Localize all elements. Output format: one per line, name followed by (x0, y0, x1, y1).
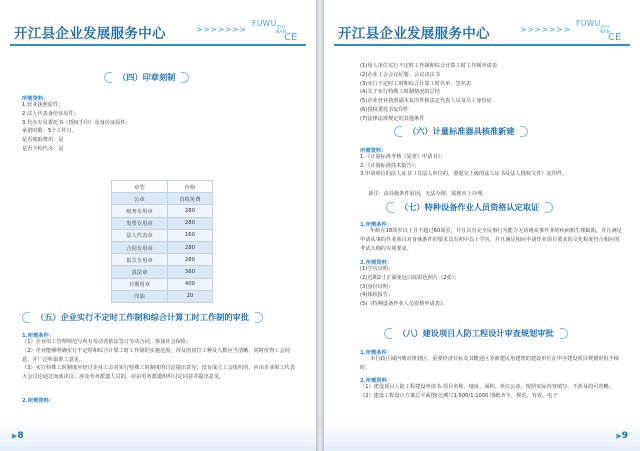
list-item: （1）企业用工管理规范与所有劳动者依法签订劳动合同，参加社会保险； (22, 339, 192, 345)
civil-defense-conditions: 本行政区域内城市规划区、重要经济目标及其毗连区等新建民用建筑的建设单位在申办建设项目规划审批手续时。 (360, 356, 620, 371)
section-title-work-hours: （五）企业实行不定时工作制和综合计算工时工作制的审批 (22, 312, 263, 323)
list-item: 是否收取费用：是 (22, 137, 64, 144)
table-row: 日期用章 400 (112, 278, 213, 290)
work-hours-conditions (22, 338, 300, 382)
table-row: 真法章 360 (112, 266, 213, 278)
materials-label: 所需资料： (360, 148, 387, 154)
seal-materials-list (22, 101, 131, 154)
list-item: (1)学历证明； (360, 266, 394, 272)
bracket-right-icon (545, 202, 553, 213)
bracket-right-icon (181, 72, 189, 83)
materials-label: 2.所需资料： (360, 378, 393, 384)
list-item: (3)身份证明； (360, 283, 394, 290)
header-title: 开江县企业发展服务中心 (338, 26, 490, 42)
section-title-civil-defense: （八）建设项目人防工程设计审查规划审批 (384, 328, 568, 339)
metrology-materials-list (360, 153, 445, 171)
right-page (324, 0, 640, 451)
list-item: (2)近期2寸正面免冠白底彩色照片（2张）； (360, 274, 460, 281)
bracket-left-icon (384, 328, 392, 339)
page-header (324, 0, 640, 46)
list-item: （1）建设项目人防工程建设申请书·项目名称、地址、面积、单位公章，按照实际内容填写，不涉及的可省略。 (360, 384, 614, 390)
list-item: 1.营业执照原件； (22, 102, 64, 108)
header-divider (10, 44, 306, 46)
table-row: 法人代表章 160 (112, 229, 213, 241)
seal-fee-table (111, 180, 213, 303)
materials-label: 所需资料： (22, 96, 49, 102)
list-item: （2）建设工程设计方案总平面图(比例尺1:500/1:1000 图纸齐全、规范、有效，电子 (360, 392, 558, 399)
table-row: 财务专用章 280 (112, 205, 213, 217)
header-logo: $FUWU_{ZHI}$ (252, 19, 287, 31)
header-logo-ce: CE (608, 32, 622, 43)
footer-band (324, 421, 640, 451)
header-arrows: >>>>>>> (196, 25, 247, 34)
civil-defense-materials (360, 383, 622, 401)
page-header (0, 0, 316, 46)
header-title: 开江县企业发展服务中心 (14, 26, 166, 42)
list-item: 1.《计量标准考核（复查）申请书》； (360, 154, 446, 160)
section-title-special-equipment: （七）特种设备作业人员资格认定取证 (386, 202, 553, 213)
section-title-seal: （四）印章刻制 (104, 72, 189, 83)
bracket-left-icon (104, 72, 112, 83)
table-row: 印油 20 (112, 290, 213, 302)
table-row: 发票专用章 280 (112, 217, 213, 229)
table-header-row (112, 181, 213, 193)
conditions-label: 1.所需条件： (360, 350, 393, 356)
special-equipment-conditions: 年龄在18周岁以上且不超过60周岁，并且具有完全民事行为能力无妨碍从事作业的疾病和生理缺陷，并且满足申请从事的作业项目对身体条件的要求具有初中以上学历，并且满足相应申请作业项目要求的文化程度符合相应的考试大纲的专项要求。 (360, 228, 622, 252)
column-header: 章型 (112, 181, 168, 193)
bracket-left-icon (386, 202, 394, 213)
list-item: 是否全程代办：是 (22, 145, 64, 152)
page-number: ▶8 (12, 431, 24, 441)
header-arrows: >>>>>>> (520, 25, 571, 34)
materials-label: 2.所需资料： (360, 260, 393, 266)
table-row: 合同专用章 280 (112, 241, 213, 253)
list-item: (5)企业营业执照副本复印件和法定代表人员及员工身份证 (360, 98, 492, 105)
metrology-note: 备注：由县级条件原因，无法办理，需到市上办理。 (368, 191, 488, 197)
list-item: (4)体检报告； (360, 292, 394, 299)
list-item: (4)关于实行特殊工时制情况的总结 (360, 89, 440, 96)
list-item: （3）实行特殊工时制度应经过企业工会对实行特殊工时制度的讨论提出意见；没有成立工会组织的，应由企业职工代表大会讨论通过而成决议；涉及劳务派遣人员的，应由劳务派遣组织讨论同意并提出意见。 (22, 365, 296, 381)
header-logo-ce: CE (284, 32, 298, 43)
header-logo-nan: NAN (276, 30, 286, 35)
book-gutter (316, 0, 324, 451)
bracket-left-icon (394, 126, 402, 137)
table-row: 报关专用章 280 (112, 254, 213, 266)
bracket-left-icon (22, 312, 30, 323)
column-header: 价格 (167, 181, 212, 193)
table-row: 公章 首枚免费 (112, 193, 213, 205)
list-item: (7)法律法规规定的其他条件 (360, 115, 425, 122)
list-item: 3.代办专员委托书（授权手印）及身份证原件； (22, 119, 131, 126)
list-item: (5)《特种设备作业人员资格申请表》。 (360, 301, 448, 308)
conditions-label: 1.所需条件： (22, 333, 55, 339)
header-divider (334, 44, 630, 46)
left-page (0, 0, 316, 451)
work-hours-materials-list (360, 62, 497, 124)
list-item: 2.法人代表身份证原件； (22, 110, 79, 117)
bracket-right-icon (520, 126, 528, 137)
play-arrow-icon: ▶ (12, 432, 18, 440)
list-item: (3)实行不定时工时和综合计算工时名单、签名表 (360, 80, 472, 87)
list-item: (1)用人单位实行不定时工作制和综合计算工时工作制申请表 (360, 63, 498, 69)
header-logo-nan: NAN (600, 30, 610, 35)
play-arrow-icon: ▶ (616, 432, 622, 440)
section-title-metrology: （六）计量标准器具核准新建 (394, 126, 528, 137)
list-item: （2）企业能够明确实行不定时和综合计算工时工作制的实施范围，涉及的岗位工种及人数应当清晰，同时征得工会同意，并广泛听取职工意见。 (22, 347, 290, 363)
metrology-item-3: 3.申请单位的法人证书（非法人单位的，要提交上级的法人证书及法人授权文件）复印件。 (360, 171, 568, 177)
list-item: (2)企业工会会议纪要、会议决议书 (360, 71, 440, 78)
special-equipment-materials (360, 265, 460, 309)
bracket-right-icon (560, 328, 568, 339)
bracket-right-icon (255, 312, 263, 323)
conditions-label: 1.所需条件： (360, 222, 393, 228)
page-number: ▶9 (616, 431, 628, 441)
list-item: (6)授权委托书复印件 (360, 106, 409, 113)
header-logo: $FUWU_{ZHI}$ (576, 19, 611, 31)
materials-label: 2.所需资料： (22, 398, 55, 404)
list-item: 2.《计量标准技术报告》； (360, 162, 420, 169)
list-item: 承诺时限：5个工作日。 (22, 128, 78, 135)
footer-band (0, 421, 316, 451)
